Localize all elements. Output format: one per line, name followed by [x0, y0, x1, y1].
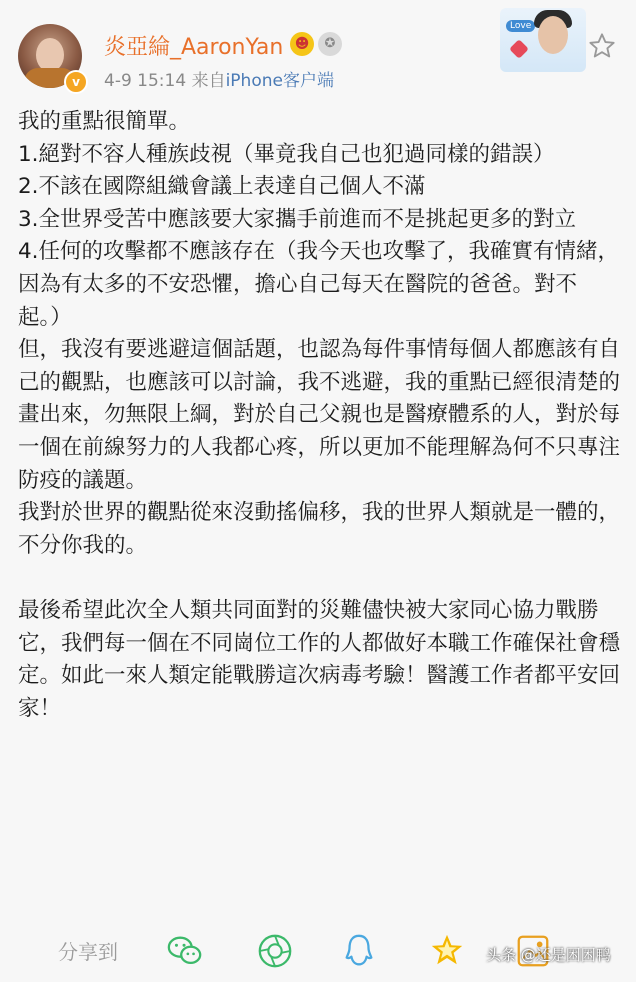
post-meta	[104, 66, 334, 91]
share-label: 分享到	[58, 940, 118, 964]
post-source-prefix: 来自	[191, 71, 226, 91]
wechat-icon[interactable]	[166, 932, 204, 970]
cover-tag: Love	[506, 20, 535, 32]
post-body-text: 我的重點很簡單。 1.絕對不容人種族歧視（畢竟我自己也犯過同樣的錯誤） 2.不該在國際組織會議上表達自己個人不滿 3.全世界受苦中應該要大家攜手前進而不是挑起更多的對立 4.任何的攻擊都不應該存在（我今天也攻擊了，我確實有情緒，因為有太多的不安恐懼，擔心自己每天在醫院的爸爸。對不起。） 但，我沒有要逃避這個話題，也認為每件事情每個人都應該有自己的觀點，也應該可以討論，我不逃避，我的重點已經很清楚的畫出來，勿無限上綱，對於自己父親也是醫療體系的人，對於每一個在前線努力的人我都心疼，所以更加不能理解為何不只專注防疫的議題。 我對於世界的觀點從來沒動搖偏移，我的世界人類就是一體的，不分你我的。 最後希望此次全人類共同面對的災難儘快被大家同心協力戰勝它，我們每一個在不同崗位工作的人都做好本職工作確保社會穩定。如此一來人類定能戰勝這次病毒考驗！醫護工作者都平安回家！	[18, 109, 621, 721]
username-link[interactable]: 炎亞綸_AaronYan	[104, 35, 284, 60]
medal-icon[interactable]: ✪	[318, 32, 342, 56]
post-source-device[interactable]: iPhone客户端	[225, 71, 334, 91]
verified-badge-icon: v	[64, 70, 88, 94]
watermark-text: 头条 @还是困困鸭	[486, 946, 611, 964]
post-timestamp: 4-9 15:14	[104, 71, 187, 91]
qq-icon[interactable]	[340, 932, 378, 970]
favorite-star-icon[interactable]	[588, 32, 616, 60]
profile-cover-thumbnail[interactable]	[500, 8, 586, 72]
member-emoji-icon[interactable]: ☻	[290, 32, 314, 56]
post-header	[0, 0, 636, 100]
heart-icon	[509, 39, 529, 59]
qzone-icon[interactable]	[428, 932, 466, 970]
moments-icon[interactable]	[256, 932, 294, 970]
